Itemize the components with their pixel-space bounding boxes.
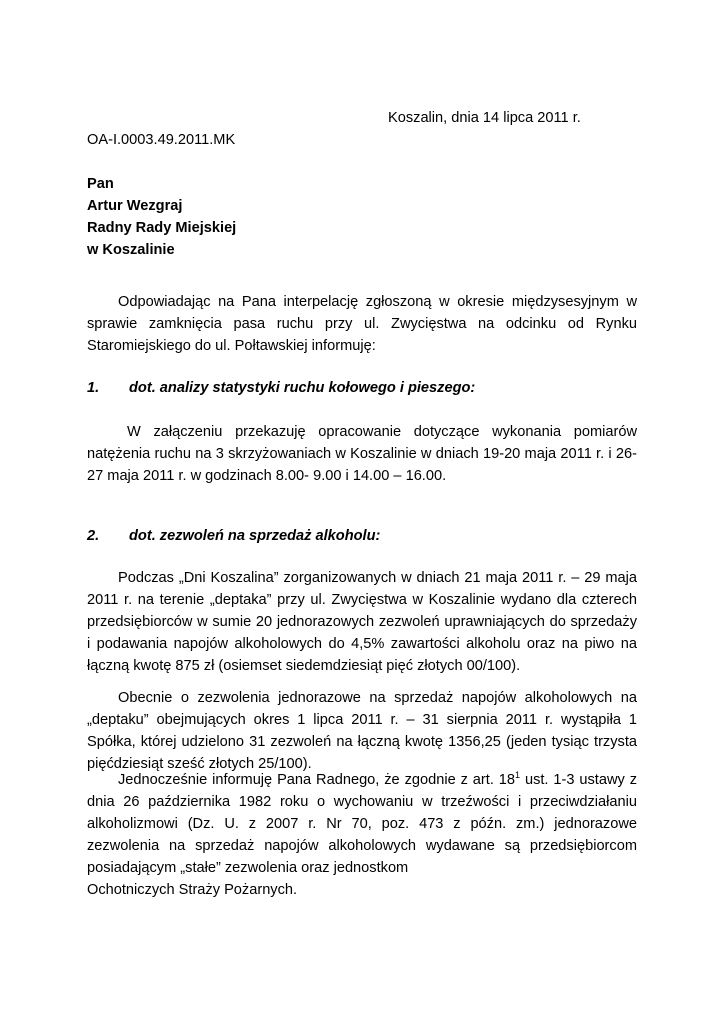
article-superscript: 1 <box>515 770 521 780</box>
addressee-block <box>87 173 236 261</box>
paragraph-3-text-b: ust. 1-3 ustawy z dnia 26 października 1982 roku o wychowaniu w trzeźwości i przeciwdziałaniu alkoholizmowi (Dz. U. z 2007 r. Nr 70, poz. 473 z późn. zm.) jednorazowe zezwolenia na sprzedaż napojów alkoholowych wydawane są przedsiębiorcom posiadającym „stałe” zezwolenia oraz jednostkom <box>87 772 637 876</box>
section-1-title: dot. analizy statystyki ruchu kołowego i pieszego: <box>129 380 476 396</box>
intro-paragraph: Odpowiadając na Pana interpelację zgłoszoną w okresie międzysesyjnym w sprawie zamknięcia pasa ruchu przy ul. Zwycięstwa na odcinku od Rynku Staromiejskiego do ul. Połtawskiej informuję: <box>87 294 637 354</box>
reference-number: OA-I.0003.49.2011.MK <box>87 132 236 148</box>
section-1-number: 1. <box>87 380 100 396</box>
place-date: Koszalin, dnia 14 lipca 2011 r. <box>388 110 581 126</box>
addressee-city: w Koszalinie <box>87 242 175 258</box>
section-2-title: dot. zezwoleń na sprzedaż alkoholu: <box>129 528 381 544</box>
section-2-number: 2. <box>87 528 100 544</box>
paragraph-3-last-line: Ochotniczych Straży Pożarnych. <box>87 882 298 898</box>
section-1-heading <box>87 377 637 399</box>
addressee-position: Radny Rady Miejskiej <box>87 220 237 236</box>
addressee-salutation: Pan <box>87 176 114 192</box>
section-2-paragraph-1: Podczas „Dni Koszalina” zorganizowanych w dniach 21 maja 2011 r. – 29 maja 2011 r. na terenie „deptaka” przy ul. Zwycięstwa w Koszalinie wydano dla czterech przedsiębiorców w sumie 20 jednorazowych zezwoleń uprawniających do sprzedaży i podawania napojów alkoholowych do 4,5% zawartości alkoholu oraz na piwo na łączną kwotę 875 zł (osiemset siedemdziesiąt pięć złotych 00/100). <box>87 570 637 674</box>
section-2-paragraph-3 <box>87 769 637 879</box>
section-1-body: W załączeniu przekazuję opracowanie dotyczące wykonania pomiarów natężenia ruchu na 3 skrzyżowaniach w Koszalinie w dniach 19-20 maja 2011 r. i 26-27 maja 2011 r. w godzinach 8.00- 9.00 i 14.00 – 16.00. <box>87 424 637 484</box>
section-2-paragraph-2: Obecnie o zezwolenia jednorazowe na sprzedaż napojów alkoholowych na „deptaku” obejmujących okres 1 lipca 2011 r. – 31 sierpnia 2011 r. wystąpiła 1 Spółka, której udzielono 31 zezwoleń na łączną kwotę 1356,25 (jeden tysiąc trzysta pięćdziesiąt sześć złotych 25/100). <box>87 690 637 772</box>
section-2-heading <box>87 525 637 547</box>
addressee-name: Artur Wezgraj <box>87 198 183 214</box>
paragraph-3-text-a: Jednocześnie informuję Pana Radnego, że zgodnie z art. 18 <box>118 772 516 788</box>
